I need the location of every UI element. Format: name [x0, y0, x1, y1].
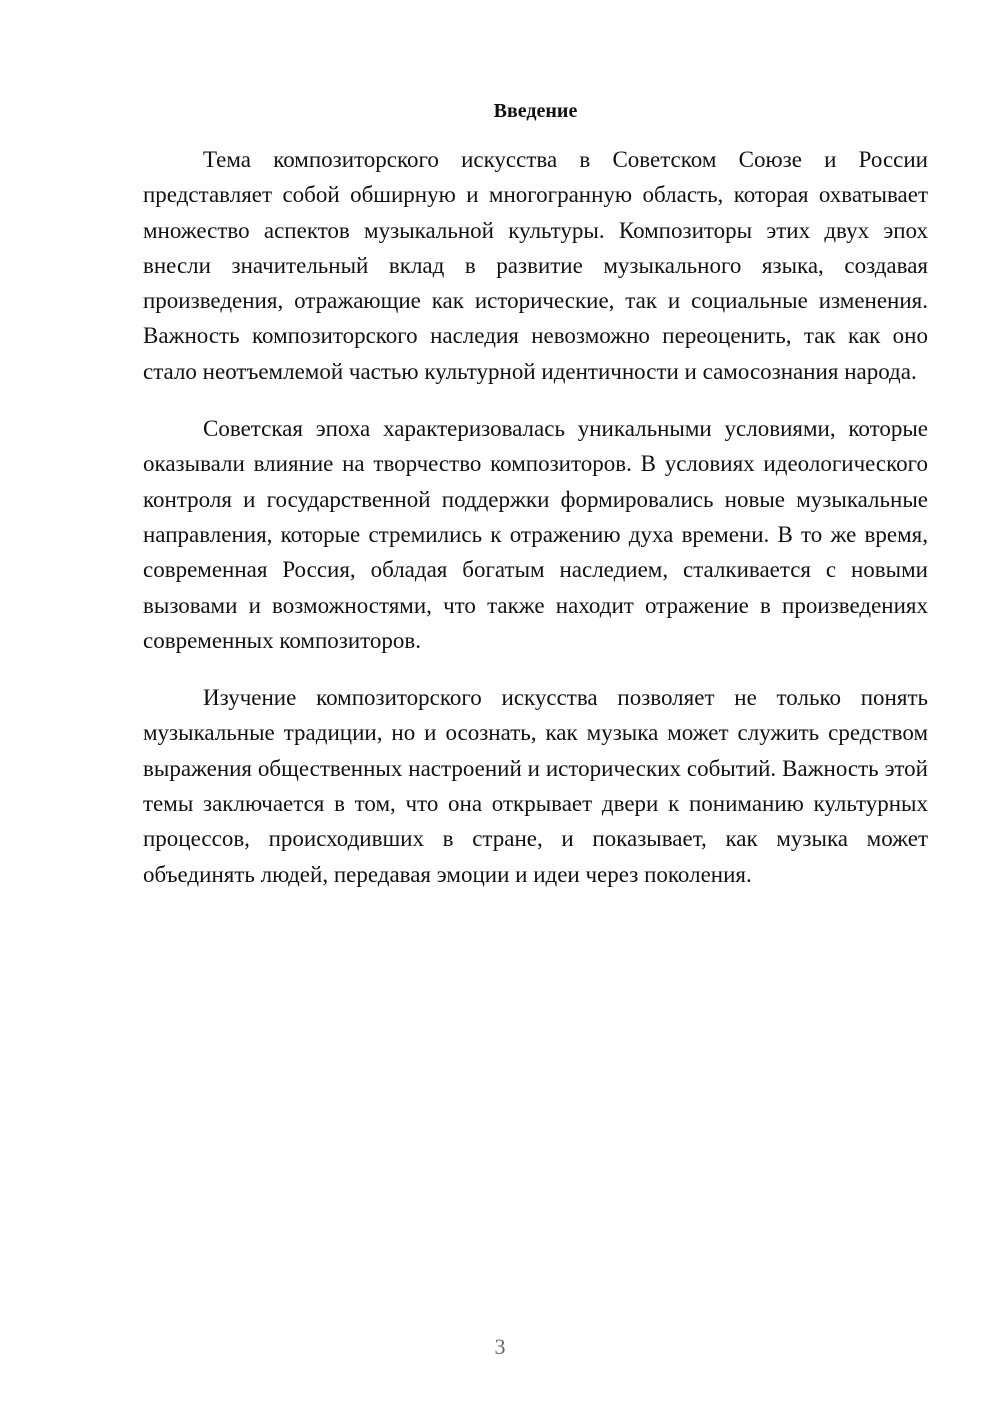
paragraph-3: Изучение композиторского искусства позволяет не только понять музыкальные традиции, но и осознать, как музыка может служить средством выражения общественных настроений и исторических событий. Важность этой темы заключается в том, что она открывает двери к пониманию культурных процессов, происходивших в стране, и показывает, как музыка может объединять людей, передавая эмоции и идеи через поколения.	[143, 685, 928, 887]
paragraph-2: Советская эпоха характеризовалась уникальными условиями, которые оказывали влияние на творчество композиторов. В условиях идеологического контроля и государственной поддержки формировались новые музыкальные направления, которые стремились к отражению духа времени. В то же время, современная Россия, обладая богатым наследием, сталкивается с новыми вызовами и возможностями, что также находит отражение в произведениях современных композиторов.	[143, 416, 928, 653]
section-heading: Введение	[493, 100, 578, 122]
document-body	[143, 142, 928, 914]
page-number: 3	[494, 1334, 506, 1359]
paragraph-1: Тема композиторского искусства в Советском Союзе и России представляет собой обширную и многогранную область, которая охватывает множество аспектов музыкальной культуры. Композиторы этих двух эпох внесли значительный вклад в развитие музыкального языка, создавая произведения, отражающие как исторические, так и социальные изменения. Важность композиторского наследия невозможно переоценить, так как оно стало неотъемлемой частью культурной идентичности и самосознания народа.	[143, 147, 928, 384]
